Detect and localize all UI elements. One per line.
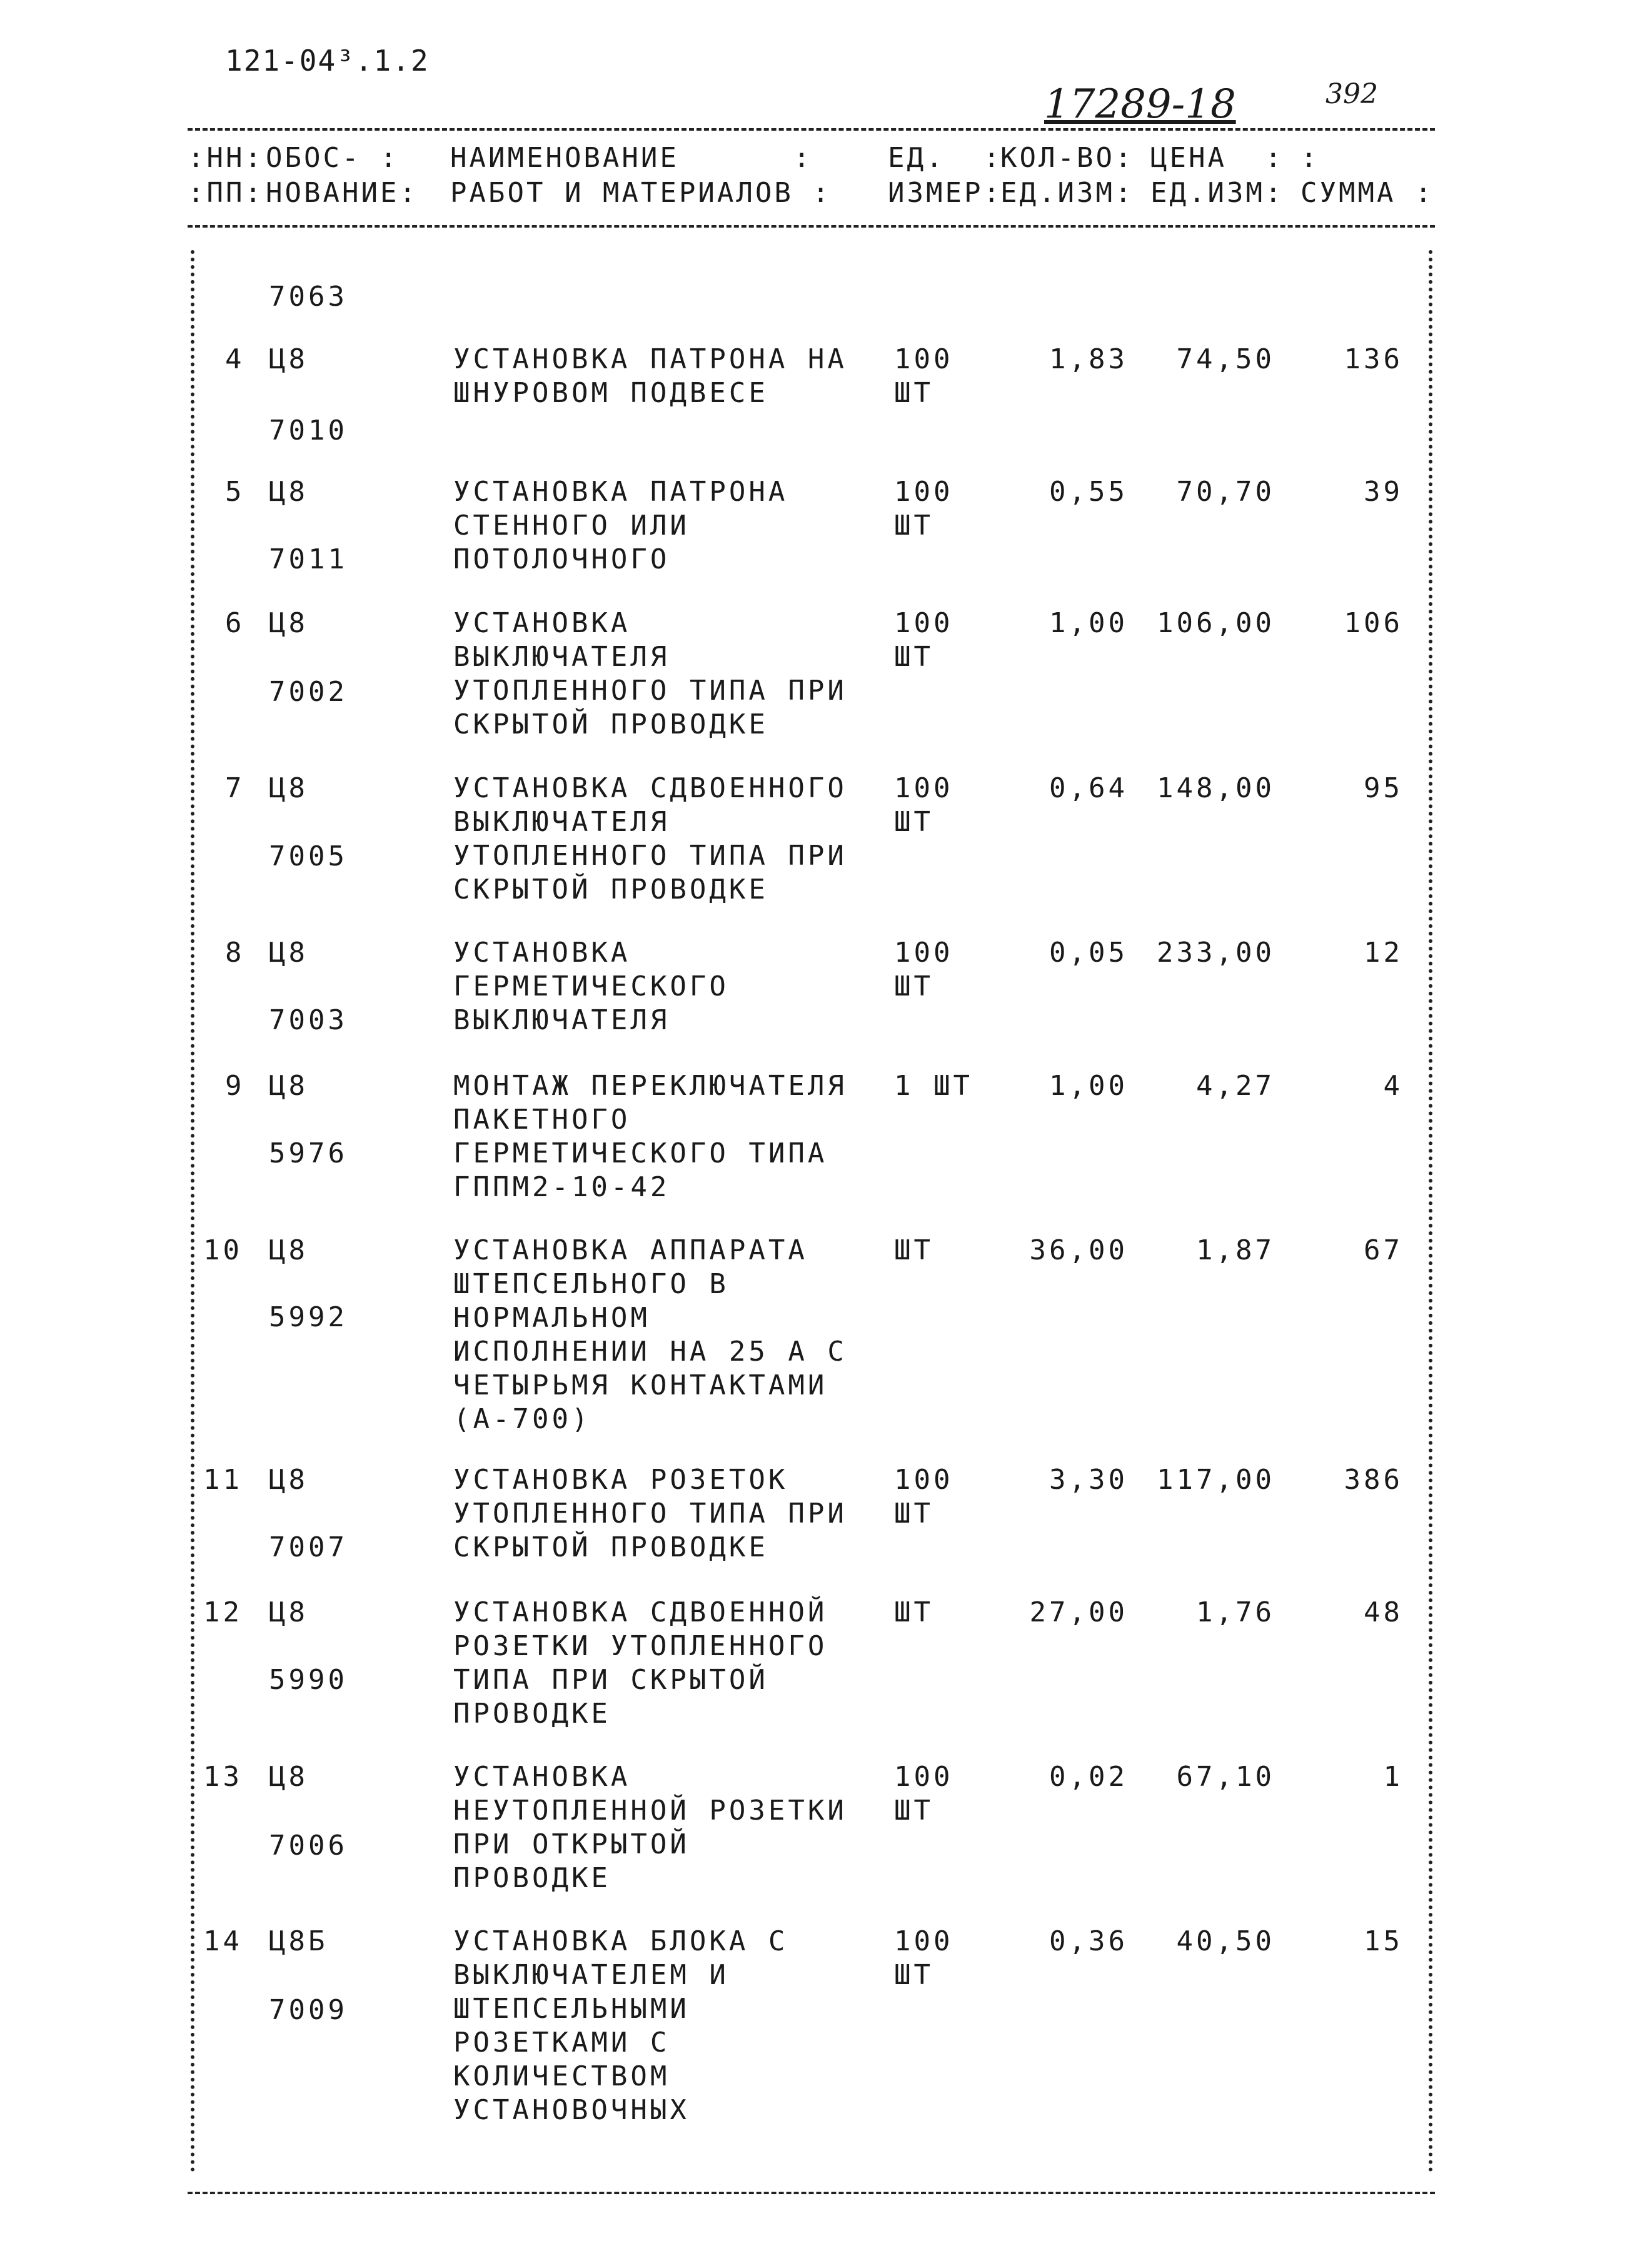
row-code: 7010	[269, 415, 348, 446]
row-code: 7005	[269, 840, 348, 872]
row-nn: 13	[203, 1761, 243, 1793]
row-code: 7003	[269, 1004, 348, 1036]
row-obos: Ц8	[269, 772, 308, 804]
header-col-qty: КОЛ-ВО: ЕД.ИЗМ:	[1000, 142, 1134, 209]
row-name: УСТАНОВКА ПАТРОНА НА ШНУРОВОМ ПОДВЕСЕ	[453, 343, 847, 409]
row-name: УСТАНОВКА СДВОЕННОГО ВЫКЛЮЧАТЕЛЯ УТОПЛЕННОГО ТИПА ПРИ СКРЫТОЙ ПРОВОДКЕ	[453, 772, 847, 905]
row-obos: Ц8	[269, 1234, 308, 1266]
row-code: 5990	[269, 1664, 348, 1696]
row-sum: 67	[1364, 1234, 1403, 1266]
row-sum: 95	[1364, 772, 1403, 804]
row-price: 117,00	[1157, 1464, 1275, 1496]
row-unit: 1 ШТ	[894, 1070, 973, 1102]
header-col-unit: ЕД. : ИЗМЕР:	[888, 142, 1002, 209]
row-unit: 100 ШТ	[894, 1925, 953, 1991]
row-qty: 0,55	[1049, 476, 1128, 508]
row-price: 70,70	[1176, 476, 1275, 508]
document-code: 121-04³.1.2	[225, 44, 430, 78]
row-code: 7002	[269, 676, 348, 708]
row-obos: Ц8	[269, 1761, 308, 1793]
row-nn: 6	[225, 607, 245, 639]
carry-code: 7063	[269, 281, 348, 313]
row-qty: 1,00	[1049, 1070, 1128, 1102]
header-col-price: ЦЕНА : ЕД.ИЗМ:	[1150, 142, 1284, 209]
header-col-nn: :НН: :ПП:	[188, 142, 264, 209]
row-unit: 100 ШТ	[894, 1761, 953, 1827]
row-obos: Ц8	[269, 343, 308, 375]
row-price: 1,87	[1196, 1234, 1275, 1266]
row-name: УСТАНОВКА ГЕРМЕТИЧЕСКОГО ВЫКЛЮЧАТЕЛЯ	[453, 937, 729, 1036]
row-qty: 3,30	[1049, 1464, 1128, 1496]
header-col-sum: : СУММА :	[1301, 142, 1434, 209]
row-name: УСТАНОВКА АППАРАТА ШТЕПСЕЛЬНОГО В НОРМАЛЬНОМ ИСПОЛНЕНИИ НА 25 А С ЧЕТЫРЬМЯ КОНТАКТАМИ (А-700)	[453, 1234, 847, 1435]
row-qty: 0,05	[1049, 937, 1128, 969]
row-obos: Ц8Б	[269, 1925, 328, 1957]
row-unit: 100 ШТ	[894, 607, 953, 673]
row-sum: 4	[1383, 1070, 1403, 1102]
row-sum: 1	[1383, 1761, 1403, 1793]
row-unit: 100 ШТ	[894, 937, 953, 1002]
row-obos: Ц8	[269, 1070, 308, 1102]
row-qty: 0,02	[1049, 1761, 1128, 1793]
row-obos: Ц8	[269, 476, 308, 508]
row-sum: 15	[1364, 1925, 1403, 1957]
row-obos: Ц8	[269, 937, 308, 969]
header-bottom-border	[188, 225, 1435, 228]
row-obos: Ц8	[269, 607, 308, 639]
row-qty: 0,36	[1049, 1925, 1128, 1957]
header-col-obos: ОБОС- : НОВАНИЕ:	[266, 142, 418, 209]
row-price: 67,10	[1176, 1761, 1275, 1793]
row-unit: ШТ	[894, 1596, 933, 1628]
row-name: УСТАНОВКА СДВОЕННОЙ РОЗЕТКИ УТОПЛЕННОГО ТИПА ПРИ СКРЫТОЙ ПРОВОДКЕ	[453, 1596, 828, 1730]
row-price: 106,00	[1157, 607, 1275, 639]
row-code: 5992	[269, 1301, 348, 1333]
row-unit: 100 ШТ	[894, 343, 953, 409]
row-nn: 11	[203, 1464, 243, 1496]
row-price: 233,00	[1157, 937, 1275, 969]
row-name: УСТАНОВКА РОЗЕТОК УТОПЛЕННОГО ТИПА ПРИ СКРЫТОЙ ПРОВОДКЕ	[453, 1464, 847, 1563]
left-border	[191, 250, 194, 2173]
row-qty: 1,00	[1049, 607, 1128, 639]
row-code: 7006	[269, 1830, 348, 1862]
row-price: 1,76	[1196, 1596, 1275, 1628]
row-name: МОНТАЖ ПЕРЕКЛЮЧАТЕЛЯ ПАКЕТНОГО ГЕРМЕТИЧЕСКОГО ТИПА ГППМ2-10-42	[453, 1070, 847, 1203]
table-top-border	[188, 128, 1435, 131]
row-unit: 100 ШТ	[894, 1464, 953, 1530]
row-sum: 39	[1364, 476, 1403, 508]
right-border	[1429, 250, 1432, 2173]
row-price: 4,27	[1196, 1070, 1275, 1102]
row-nn: 10	[203, 1234, 243, 1266]
row-sum: 386	[1344, 1464, 1403, 1496]
row-sum: 106	[1344, 607, 1403, 639]
row-code: 7007	[269, 1531, 348, 1563]
row-qty: 0,64	[1049, 772, 1128, 804]
page-number: 392	[1326, 78, 1378, 110]
row-code: 5976	[269, 1137, 348, 1169]
row-nn: 7	[225, 772, 245, 804]
row-unit: 100 ШТ	[894, 772, 953, 838]
row-code: 7011	[269, 543, 348, 575]
row-nn: 14	[203, 1925, 243, 1957]
row-nn: 4	[225, 343, 245, 375]
row-sum: 48	[1364, 1596, 1403, 1628]
row-qty: 36,00	[1029, 1234, 1128, 1266]
project-number: 17289-18	[1044, 81, 1236, 128]
row-nn: 8	[225, 937, 245, 969]
row-price: 74,50	[1176, 343, 1275, 375]
row-sum: 12	[1364, 937, 1403, 969]
row-obos: Ц8	[269, 1596, 308, 1628]
row-code: 7009	[269, 1994, 348, 2026]
row-obos: Ц8	[269, 1464, 308, 1496]
row-qty: 1,83	[1049, 343, 1128, 375]
row-qty: 27,00	[1029, 1596, 1128, 1628]
row-name: УСТАНОВКА БЛОКА С ВЫКЛЮЧАТЕЛЕМ И ШТЕПСЕЛЬНЫМИ РОЗЕТКАМИ С КОЛИЧЕСТВОМ УСТАНОВОЧНЫХ	[453, 1925, 788, 2126]
row-name: УСТАНОВКА ВЫКЛЮЧАТЕЛЯ УТОПЛЕННОГО ТИПА ПРИ СКРЫТОЙ ПРОВОДКЕ	[453, 607, 847, 740]
row-sum: 136	[1344, 343, 1403, 375]
row-unit: ШТ	[894, 1234, 933, 1266]
table-bottom-border	[188, 2192, 1435, 2194]
row-nn: 5	[225, 476, 245, 508]
header-col-name: НАИМЕНОВАНИЕ : РАБОТ И МАТЕРИАЛОВ :	[450, 142, 832, 209]
row-unit: 100 ШТ	[894, 476, 953, 542]
row-name: УСТАНОВКА НЕУТОПЛЕННОЙ РОЗЕТКИ ПРИ ОТКРЫТОЙ ПРОВОДКЕ	[453, 1761, 847, 1894]
row-price: 40,50	[1176, 1925, 1275, 1957]
row-nn: 9	[225, 1070, 245, 1102]
row-name: УСТАНОВКА ПАТРОНА СТЕННОГО ИЛИ ПОТОЛОЧНОГО	[453, 476, 788, 575]
row-price: 148,00	[1157, 772, 1275, 804]
row-nn: 12	[203, 1596, 243, 1628]
